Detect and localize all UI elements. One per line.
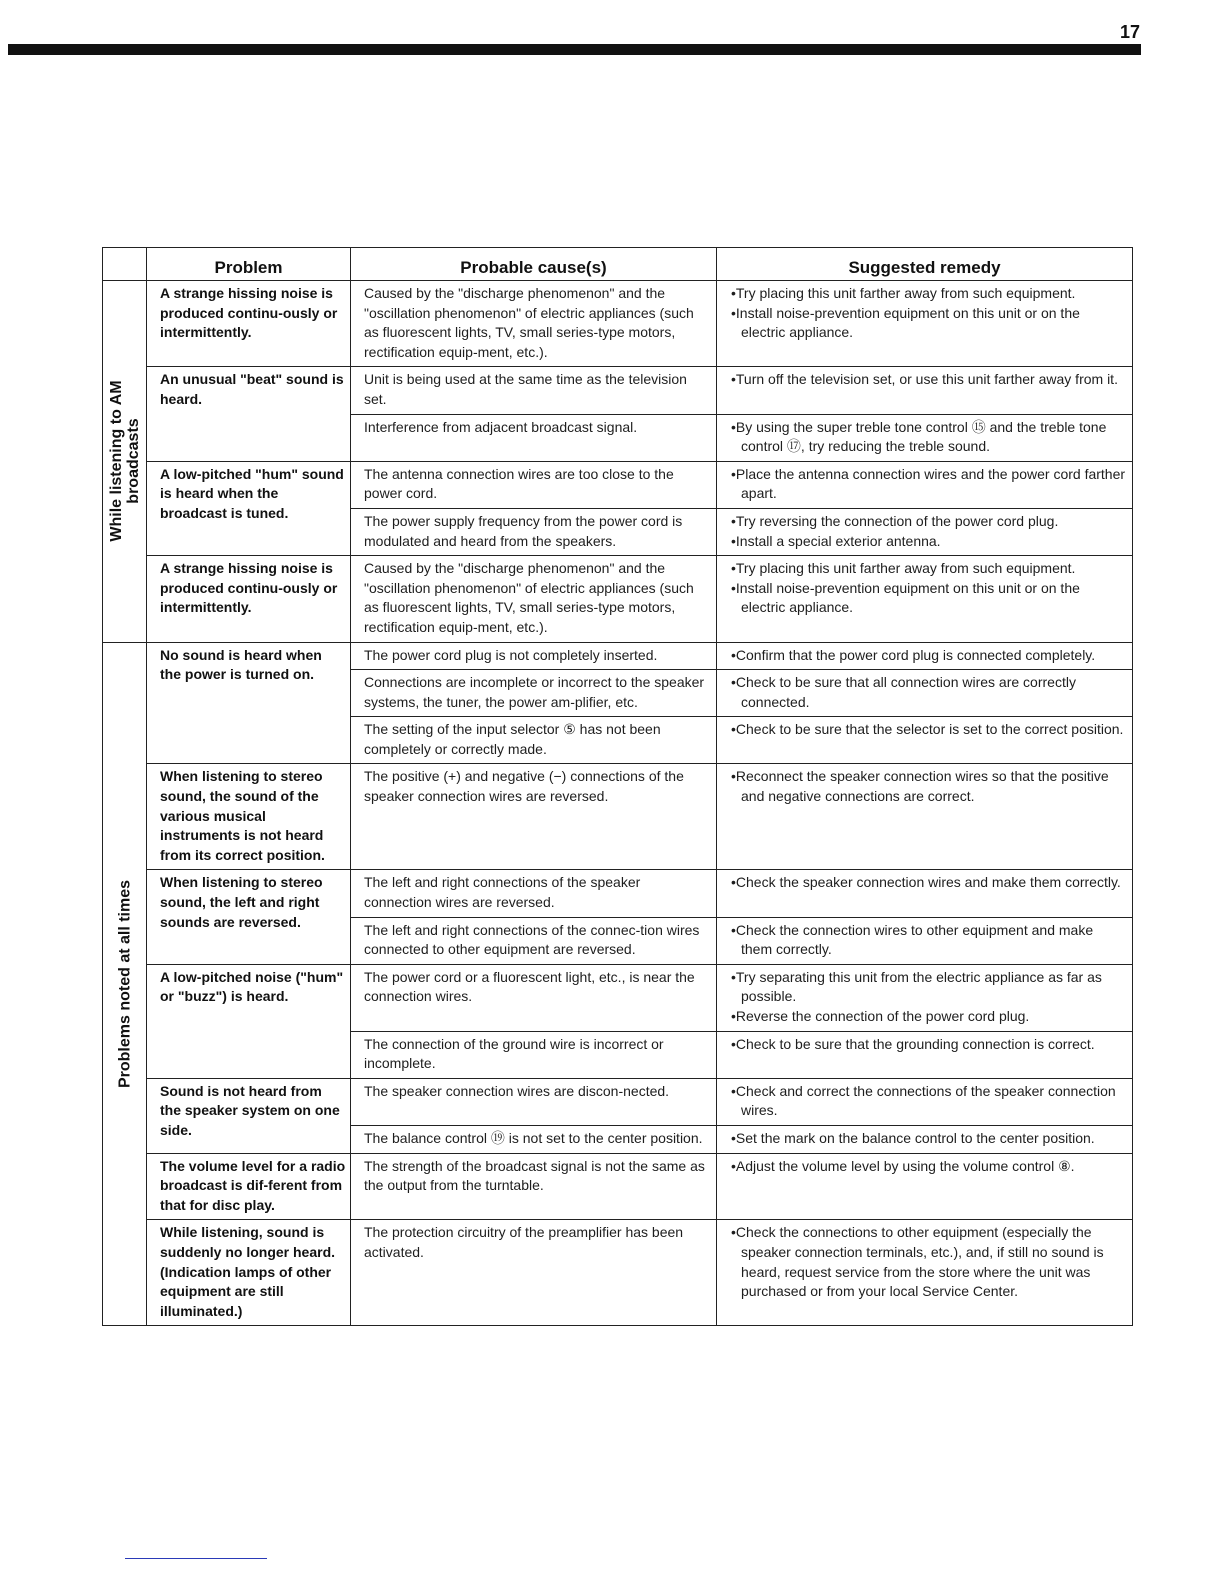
table-row xyxy=(103,367,1133,414)
cause-cell: Caused by the "discharge phenomenon" and the "oscillation phenomenon" of electric appliances (such as fluorescent lights, TV, small series-type motors, rectification equip-ment, etc.). xyxy=(351,556,717,642)
remedy-cell xyxy=(717,461,1133,508)
remedy-item: •Check the connections to other equipment (especially the speaker connection terminals, etc.), and, if still no sound is heard, request service from the store where the unit was purchased or from your local Service Center. xyxy=(731,1224,1104,1300)
remedy-cell xyxy=(717,1153,1133,1220)
section-label-text xyxy=(108,381,142,542)
cause-cell: The connection of the ground wire is incorrect or incomplete. xyxy=(351,1031,717,1078)
table-row xyxy=(103,1078,1133,1125)
remedy-item: •By using the super treble tone control ⑮ and the treble tone control ⑰, try reducing the treble sound. xyxy=(731,418,1107,455)
header-problem: Problem xyxy=(147,248,351,281)
cause-cell: The power cord or a fluorescent light, etc., is near the connection wires. xyxy=(351,964,717,1031)
header-cause: Probable cause(s) xyxy=(351,248,717,281)
problem-cell: When listening to stereo sound, the left and right sounds are reversed. xyxy=(147,870,351,964)
table-row xyxy=(103,281,1133,367)
remedy-cell xyxy=(717,642,1133,670)
remedy-item: •Check the speaker connection wires and make them correctly. xyxy=(731,874,1121,891)
troubleshooting-table xyxy=(102,247,1133,1326)
cause-cell: Unit is being used at the same time as the television set. xyxy=(351,367,717,414)
bottom-rule xyxy=(125,1558,267,1559)
cause-cell: The strength of the broadcast signal is not the same as the output from the turntable. xyxy=(351,1153,717,1220)
remedy-item: •Install noise-prevention equipment on this unit or on the electric appliance. xyxy=(731,579,1080,616)
section-label-line: Problems noted at all times xyxy=(116,879,133,1088)
table-row xyxy=(103,642,1133,670)
remedy-cell xyxy=(717,964,1133,1031)
remedy-item: •Turn off the television set, or use this unit farther away from it. xyxy=(731,371,1118,388)
problem-cell: While listening, sound is suddenly no longer heard. (Indication lamps of other equipment are still illuminated.) xyxy=(147,1220,351,1326)
remedy-item: •Try placing this unit farther away from such equipment. xyxy=(731,560,1076,577)
remedy-cell xyxy=(717,717,1133,764)
table-row xyxy=(103,1220,1133,1326)
remedy-cell xyxy=(717,1220,1133,1326)
remedy-cell xyxy=(717,508,1133,555)
remedy-item: •Confirm that the power cord plug is connected completely. xyxy=(731,646,1096,663)
header-side-blank xyxy=(103,248,147,281)
section-label-line: While listening to AM xyxy=(107,380,125,542)
remedy-cell xyxy=(717,367,1133,414)
top-rule xyxy=(8,44,1141,55)
remedy-cell xyxy=(717,764,1133,870)
section-label-text xyxy=(116,880,133,1088)
remedy-cell xyxy=(717,1078,1133,1125)
remedy-item: •Place the antenna connection wires and the power cord farther apart. xyxy=(731,465,1126,502)
cause-cell: The balance control ⑲ is not set to the center position. xyxy=(351,1125,717,1153)
header-remedy: Suggested remedy xyxy=(717,248,1133,281)
remedy-item: •Install noise-prevention equipment on this unit or on the electric appliance. xyxy=(731,304,1080,341)
cause-cell: The antenna connection wires are too close to the power cord. xyxy=(351,461,717,508)
remedy-cell xyxy=(717,670,1133,717)
cause-cell: The positive (+) and negative (−) connections of the speaker connection wires are reversed. xyxy=(351,764,717,870)
cause-cell: The protection circuitry of the preamplifier has been activated. xyxy=(351,1220,717,1326)
remedy-item: •Try placing this unit farther away from such equipment. xyxy=(731,285,1076,301)
table-row xyxy=(103,556,1133,642)
remedy-cell xyxy=(717,556,1133,642)
page-number: 17 xyxy=(1119,22,1140,42)
remedy-item: •Check to be sure that all connection wires are correctly connected. xyxy=(731,674,1076,710)
problem-cell: An unusual "beat" sound is heard. xyxy=(147,367,351,461)
cause-cell: Caused by the "discharge phenomenon" and the "oscillation phenomenon" of electric appliances (such as fluorescent lights, TV, small series-type motors, rectification equip-ment, etc.). xyxy=(351,281,717,367)
remedy-item: •Check to be sure that the selector is set to the correct position. xyxy=(731,721,1124,738)
remedy-cell xyxy=(717,870,1133,917)
cause-cell: The power supply frequency from the power cord is modulated and heard from the speakers. xyxy=(351,508,717,555)
section-label-all xyxy=(103,642,147,1326)
cause-cell: The setting of the input selector ⑤ has not been completely or correctly made. xyxy=(351,717,717,764)
remedy-cell xyxy=(717,917,1133,964)
problem-cell: A strange hissing noise is produced continu-ously or intermittently. xyxy=(147,556,351,642)
remedy-item: •Check and correct the connections of the speaker connection wires. xyxy=(731,1082,1116,1119)
cause-cell: The power cord plug is not completely inserted. xyxy=(351,642,717,670)
remedy-item: •Adjust the volume level by using the volume control ⑧. xyxy=(731,1157,1075,1174)
cause-cell: Interference from adjacent broadcast signal. xyxy=(351,414,717,461)
cause-cell: Connections are incomplete or incorrect to the speaker systems, the tuner, the power am-plifier, etc. xyxy=(351,670,717,717)
remedy-cell xyxy=(717,281,1133,367)
remedy-item: •Reverse the connection of the power cord plug. xyxy=(731,1008,1030,1024)
table-row xyxy=(103,870,1133,917)
table-row xyxy=(103,964,1133,1031)
cause-cell: The speaker connection wires are discon-nected. xyxy=(351,1078,717,1125)
section-label-am xyxy=(103,281,147,643)
remedy-cell xyxy=(717,1031,1133,1078)
section-label-line: broadcasts xyxy=(124,418,142,504)
problem-cell: When listening to stereo sound, the sound of the various musical instruments is not heard from its correct position. xyxy=(147,764,351,870)
remedy-item: •Check to be sure that the grounding connection is correct. xyxy=(731,1035,1095,1052)
table-row xyxy=(103,461,1133,508)
problem-cell: A low-pitched noise ("hum" or "buzz") is heard. xyxy=(147,964,351,1078)
problem-cell: A low-pitched "hum" sound is heard when the broadcast is tuned. xyxy=(147,461,351,555)
remedy-cell xyxy=(717,414,1133,461)
remedy-cell xyxy=(717,1125,1133,1153)
cause-cell: The left and right connections of the speaker connection wires are reversed. xyxy=(351,870,717,917)
problem-cell: Sound is not heard from the speaker system on one side. xyxy=(147,1078,351,1153)
remedy-item: •Reconnect the speaker connection wires so that the positive and negative connections are correct. xyxy=(731,768,1109,805)
problem-cell: A strange hissing noise is produced continu-ously or intermittently. xyxy=(147,281,351,367)
table-row xyxy=(103,764,1133,870)
remedy-item: •Set the mark on the balance control to the center position. xyxy=(731,1129,1095,1146)
remedy-item: •Check the connection wires to other equipment and make them correctly. xyxy=(731,921,1094,958)
remedy-item: •Install a special exterior antenna. xyxy=(731,532,941,549)
table-row xyxy=(103,1153,1133,1220)
cause-cell: The left and right connections of the connec-tion wires connected to other equipment are reversed. xyxy=(351,917,717,964)
remedy-item: •Try reversing the connection of the power cord plug. xyxy=(731,512,1059,529)
remedy-item: •Try separating this unit from the electric appliance as far as possible. xyxy=(731,968,1102,1005)
table-header-row xyxy=(103,248,1133,281)
problem-cell: The volume level for a radio broadcast is dif-ferent from that for disc play. xyxy=(147,1153,351,1220)
problem-cell: No sound is heard when the power is turned on. xyxy=(147,642,351,764)
